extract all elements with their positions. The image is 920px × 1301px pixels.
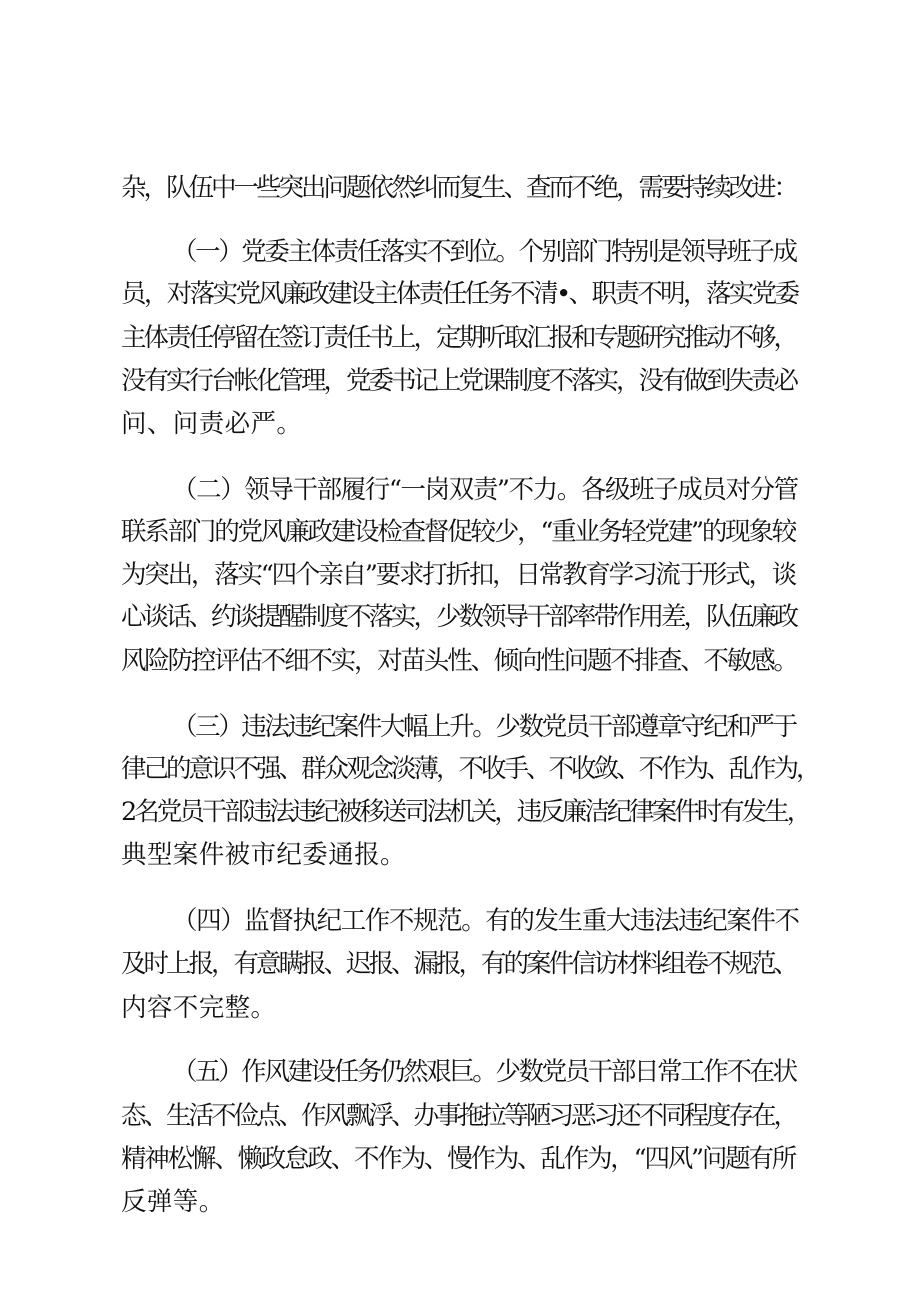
text-line: 典型案件被市纪委通报。 — [121, 840, 406, 870]
text-line: 杂，队伍中一些突出问题依然纠而复生、查而不绝，需要持续改进： — [121, 173, 797, 203]
text-line: （一）党委主体责任落实不到位。个别部门特别是领导班子成 — [172, 237, 796, 267]
text-line: 为突出，落实“四个亲自”要求打折扣，日常教育学习流于形式，谈 — [121, 560, 796, 590]
text-line: 没有实行台帐化管理，党委书记上党课制度不落实，没有做到失责必 — [121, 366, 797, 396]
text-line: 风险防控评估不细不实，对苗头性、倾向性问题不排查、不敏感。 — [121, 646, 797, 676]
text-line: （四）监督执纪工作不规范。有的发生重大违法违纪案件不 — [172, 906, 799, 936]
text-line: 问、问责必严。 — [121, 409, 303, 439]
text-line: （二）领导干部履行“一岗双责”不力。各级班子成员对分管 — [172, 475, 798, 505]
text-line: （五）作风建设任务仍然艰巨。少数党员干部日常工作不在状 — [172, 1057, 796, 1087]
text-line: 精神松懈、懒政怠政、不作为、慢作为、乱作为，“四风”问题有所 — [121, 1144, 796, 1174]
text-line: 心谈话、约谈提醒制度不落实，少数领导干部率带作用差，队伍廉政 — [121, 602, 797, 632]
text-line: 反弹等。 — [121, 1187, 225, 1217]
text-line: 2名党员干部违法违纪被移送司法机关，违反廉洁纪律案件时有发生， — [121, 797, 810, 827]
text-line: 及时上报，有意瞒报、迟报、漏报，有的案件信访材料组卷不规范、 — [121, 949, 797, 979]
text-line: 内容不完整。 — [121, 993, 277, 1023]
text-line: 态、生活不俭点、作风飘浮、办事拖拉等陋习恶习还不同程度存在， — [121, 1101, 797, 1131]
text-line: 主体责任停留在签订责任书上，定期听取汇报和专题研究推动不够， — [121, 323, 797, 353]
text-line: 律己的意识不强、群众观念淡薄，不收手、不收敛、不作为、乱作为， — [121, 754, 819, 784]
text-line: 员，对落实党风廉政建设主体责任任务不清•、职责不明，落实党委 — [121, 279, 798, 309]
text-line: （三）违法违纪案件大幅上升。少数党员干部遵章守纪和严于 — [172, 712, 796, 742]
text-line: 联系部门的党风廉政建设检查督促较少，“重业务轻党建”的现象较 — [121, 517, 796, 547]
